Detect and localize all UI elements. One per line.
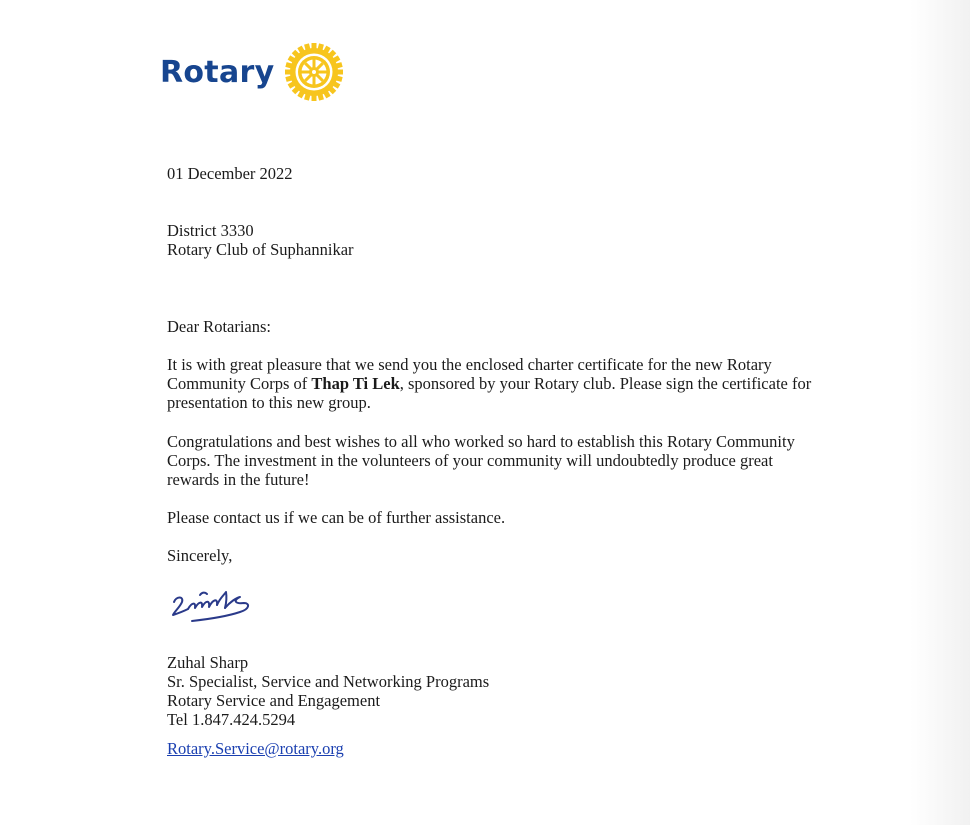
recipient-club: Rotary Club of Suphannikar [167,240,354,259]
body-paragraph-3: Please contact us if we can be of further assistance. [167,508,506,527]
signer-department: Rotary Service and Engagement [167,691,381,710]
rotary-logo [160,40,346,104]
handwritten-signature [170,584,254,630]
logo-wordmark: Rotary [160,54,275,90]
signer-title: Sr. Specialist, Service and Networking Programs [167,672,490,691]
paragraph-1-rest: , sponsored by your Rotary club. Please sign the certificate for presentation to this new group. [167,374,812,412]
page-edge-shade [910,0,970,825]
recipient-district: District 3330 [167,221,254,240]
body-paragraph-2: Congratulations and best wishes to all who worked so hard to establish this Rotary Community Corps. The investment in the volunteers of your community will undoubtedly produce great rewards in the future! [167,432,795,489]
signer-phone: Tel 1.847.424.5294 [167,710,296,729]
letter-date: 01 December 2022 [167,164,293,183]
body-paragraph-1 [167,355,827,412]
closing: Sincerely, [167,546,233,565]
corps-name: Thap Ti Lek [311,374,400,393]
rotary-gear-wheel-icon [282,40,346,104]
salutation: Dear Rotarians: [167,317,272,336]
paragraph-1-intro: It is with great pleasure that we send you the enclosed charter certificate for the new Rotary Community Corps of [167,355,772,393]
contact-email-link[interactable]: Rotary.Service@rotary.org [167,739,344,758]
signer-name: Zuhal Sharp [167,653,249,672]
